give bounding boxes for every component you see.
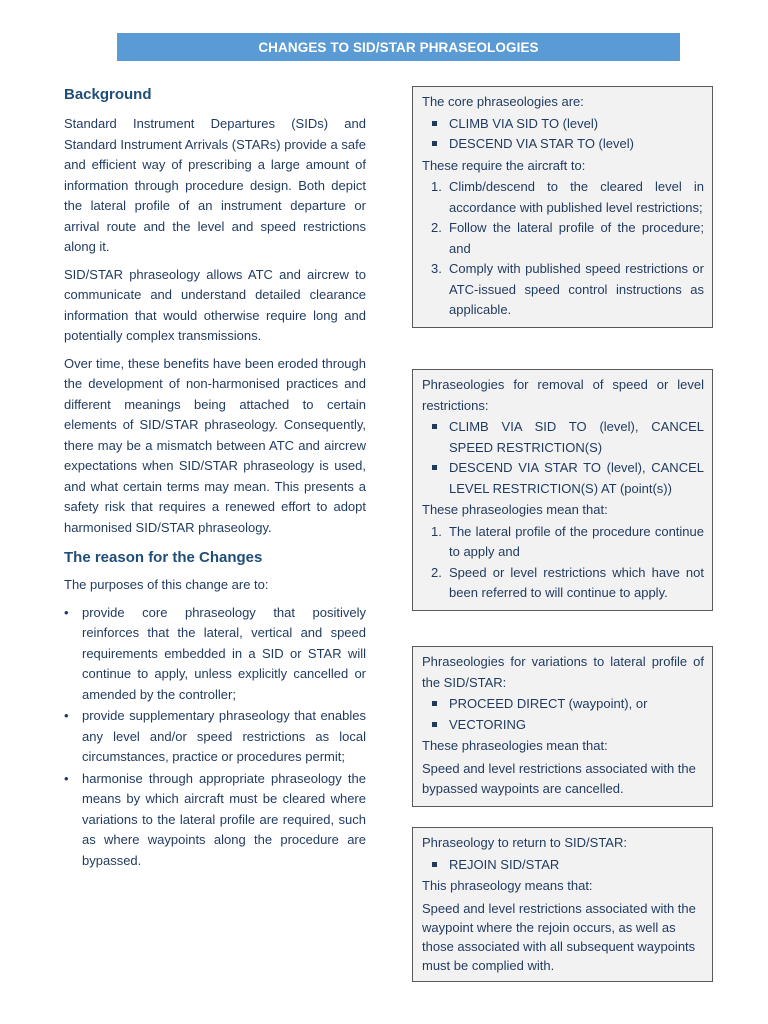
list-item [64, 769, 366, 872]
square-bullet-icon [432, 701, 437, 706]
list-item [422, 134, 704, 155]
phraseology-text: REJOIN SID/STAR [449, 856, 560, 872]
square-bullet-icon [432, 141, 437, 146]
list-item [422, 522, 704, 563]
item-number: 2. [431, 220, 442, 235]
rejoin-box [412, 827, 713, 982]
square-bullet-icon [432, 121, 437, 126]
list-item [422, 694, 704, 715]
box-subheading: These phraseologies mean that: [422, 738, 608, 753]
purpose-text: provide core phraseology that positively reinforces that the lateral, vertical and speed requirements embedded in a SID or STAR will continue to apply, unless explicitly cancelled or amended by the controller; [82, 604, 366, 702]
item-text: Follow the lateral profile of the procedure; and [449, 220, 704, 256]
list-item [422, 417, 704, 458]
box-subheading: These require the aircraft to: [422, 157, 586, 173]
purposes-list [64, 603, 366, 872]
item-number: 1. [431, 523, 442, 539]
list-item [422, 218, 704, 259]
list-item [422, 259, 704, 321]
box-meaning: Speed and level restrictions associated with the bypassed waypoints are cancelled. [422, 760, 696, 796]
page-title: CHANGES TO SID/STAR PHRASEOLOGIES [258, 39, 539, 55]
left-column [64, 84, 366, 872]
phraseology-text: CLIMB VIA SID TO (level), CANCEL SPEED RESTRICTION(S) [449, 419, 704, 455]
box-meaning: Speed and level restrictions associated with the waypoint where the rejoin occurs, as well as those associated with all subsequent waypoints must be complied with. [422, 900, 696, 973]
requirements-list [422, 177, 704, 321]
list-item [422, 715, 704, 736]
core-phraseologies-box [412, 86, 713, 328]
list-item [422, 114, 704, 135]
list-item [422, 458, 704, 499]
box-intro: The core phraseologies are: [422, 94, 584, 109]
phraseology-text: DESCEND VIA STAR TO (level) [449, 136, 634, 151]
box-intro: Phraseology to return to SID/STAR: [422, 835, 627, 850]
box-subheading: This phraseology means that: [422, 878, 593, 893]
meaning-list [422, 522, 704, 604]
background-paragraph: Standard Instrument Departures (SIDs) and Standard Instrument Arrivals (STARs) provide a safe and efficient way of prescribing a large amount of information through procedure design. Both depict the lateral profile of an instrument departure or arrival route and the level and speed restrictions along it. [64, 116, 366, 254]
page-title-banner [117, 33, 680, 61]
item-text: Speed or level restrictions which have not been referred to will continue to apply. [449, 564, 704, 600]
lateral-variations-box [412, 646, 713, 807]
box-subheading: These phraseologies mean that: [422, 502, 608, 517]
phraseology-list [422, 114, 704, 155]
square-bullet-icon [432, 465, 437, 470]
list-item [64, 603, 366, 706]
purposes-intro: The purposes of this change are to: [64, 577, 269, 592]
purpose-text: provide supplementary phraseology that enables any level and/or speed restrictions as local circumstances, practice or procedures permit; [82, 708, 366, 764]
square-bullet-icon [432, 862, 437, 867]
item-number: 1. [431, 179, 442, 194]
reason-heading: The reason for the Changes [64, 549, 263, 566]
list-item [64, 706, 366, 768]
phraseology-list [422, 855, 704, 876]
item-text: Comply with published speed restrictions or ATC-issued speed control instructions as applicable. [449, 261, 704, 317]
square-bullet-icon [432, 424, 437, 429]
background-paragraph: Over time, these benefits have been eroded through the development of non-harmonised practices and different meanings being attached to certain elements of SID/STAR phraseology. Consequently, there may be a mismatch between ATC and aircrew expectations when SID/STAR phraseology is used, and what certain terms may mean. This presents a safety risk that requires a renewed effort to adopt harmonised SID/STAR phraseology. [64, 355, 366, 535]
item-number: 2. [431, 564, 442, 580]
background-paragraph: SID/STAR phraseology allows ATC and aircrew to communicate and understand detailed clearance information that would otherwise require long and potentially complex transmissions. [64, 266, 366, 343]
bullet-icon: • [64, 604, 69, 620]
phraseology-list [422, 417, 704, 499]
item-text: The lateral profile of the procedure continue to apply and [449, 523, 704, 559]
removal-restrictions-box [412, 369, 713, 611]
bullet-icon: • [64, 770, 69, 786]
phraseology-text: PROCEED DIRECT (waypoint), or [449, 696, 648, 711]
list-item [422, 855, 704, 876]
phraseology-list [422, 694, 704, 735]
item-number: 3. [431, 261, 442, 276]
bullet-icon: • [64, 708, 69, 723]
purpose-text: harmonise through appropriate phraseology the means by which aircraft must be cleared where variations to the lateral profile are required, such as where waypoints along the procedure are bypassed. [82, 770, 366, 868]
phraseology-text: VECTORING [449, 716, 527, 732]
background-heading: Background [64, 86, 152, 103]
phraseology-text: CLIMB VIA SID TO (level) [449, 115, 599, 131]
list-item [422, 563, 704, 604]
box-intro: Phraseologies for removal of speed or level restrictions: [422, 377, 704, 413]
item-text: Climb/descend to the cleared level in accordance with published level restrictions; [449, 179, 704, 215]
square-bullet-icon [432, 722, 437, 727]
phraseology-text: DESCEND VIA STAR TO (level), CANCEL LEVEL RESTRICTION(S) AT (point(s)) [449, 460, 704, 496]
list-item [422, 177, 704, 218]
box-intro: Phraseologies for variations to lateral profile of the SID/STAR: [422, 654, 704, 690]
